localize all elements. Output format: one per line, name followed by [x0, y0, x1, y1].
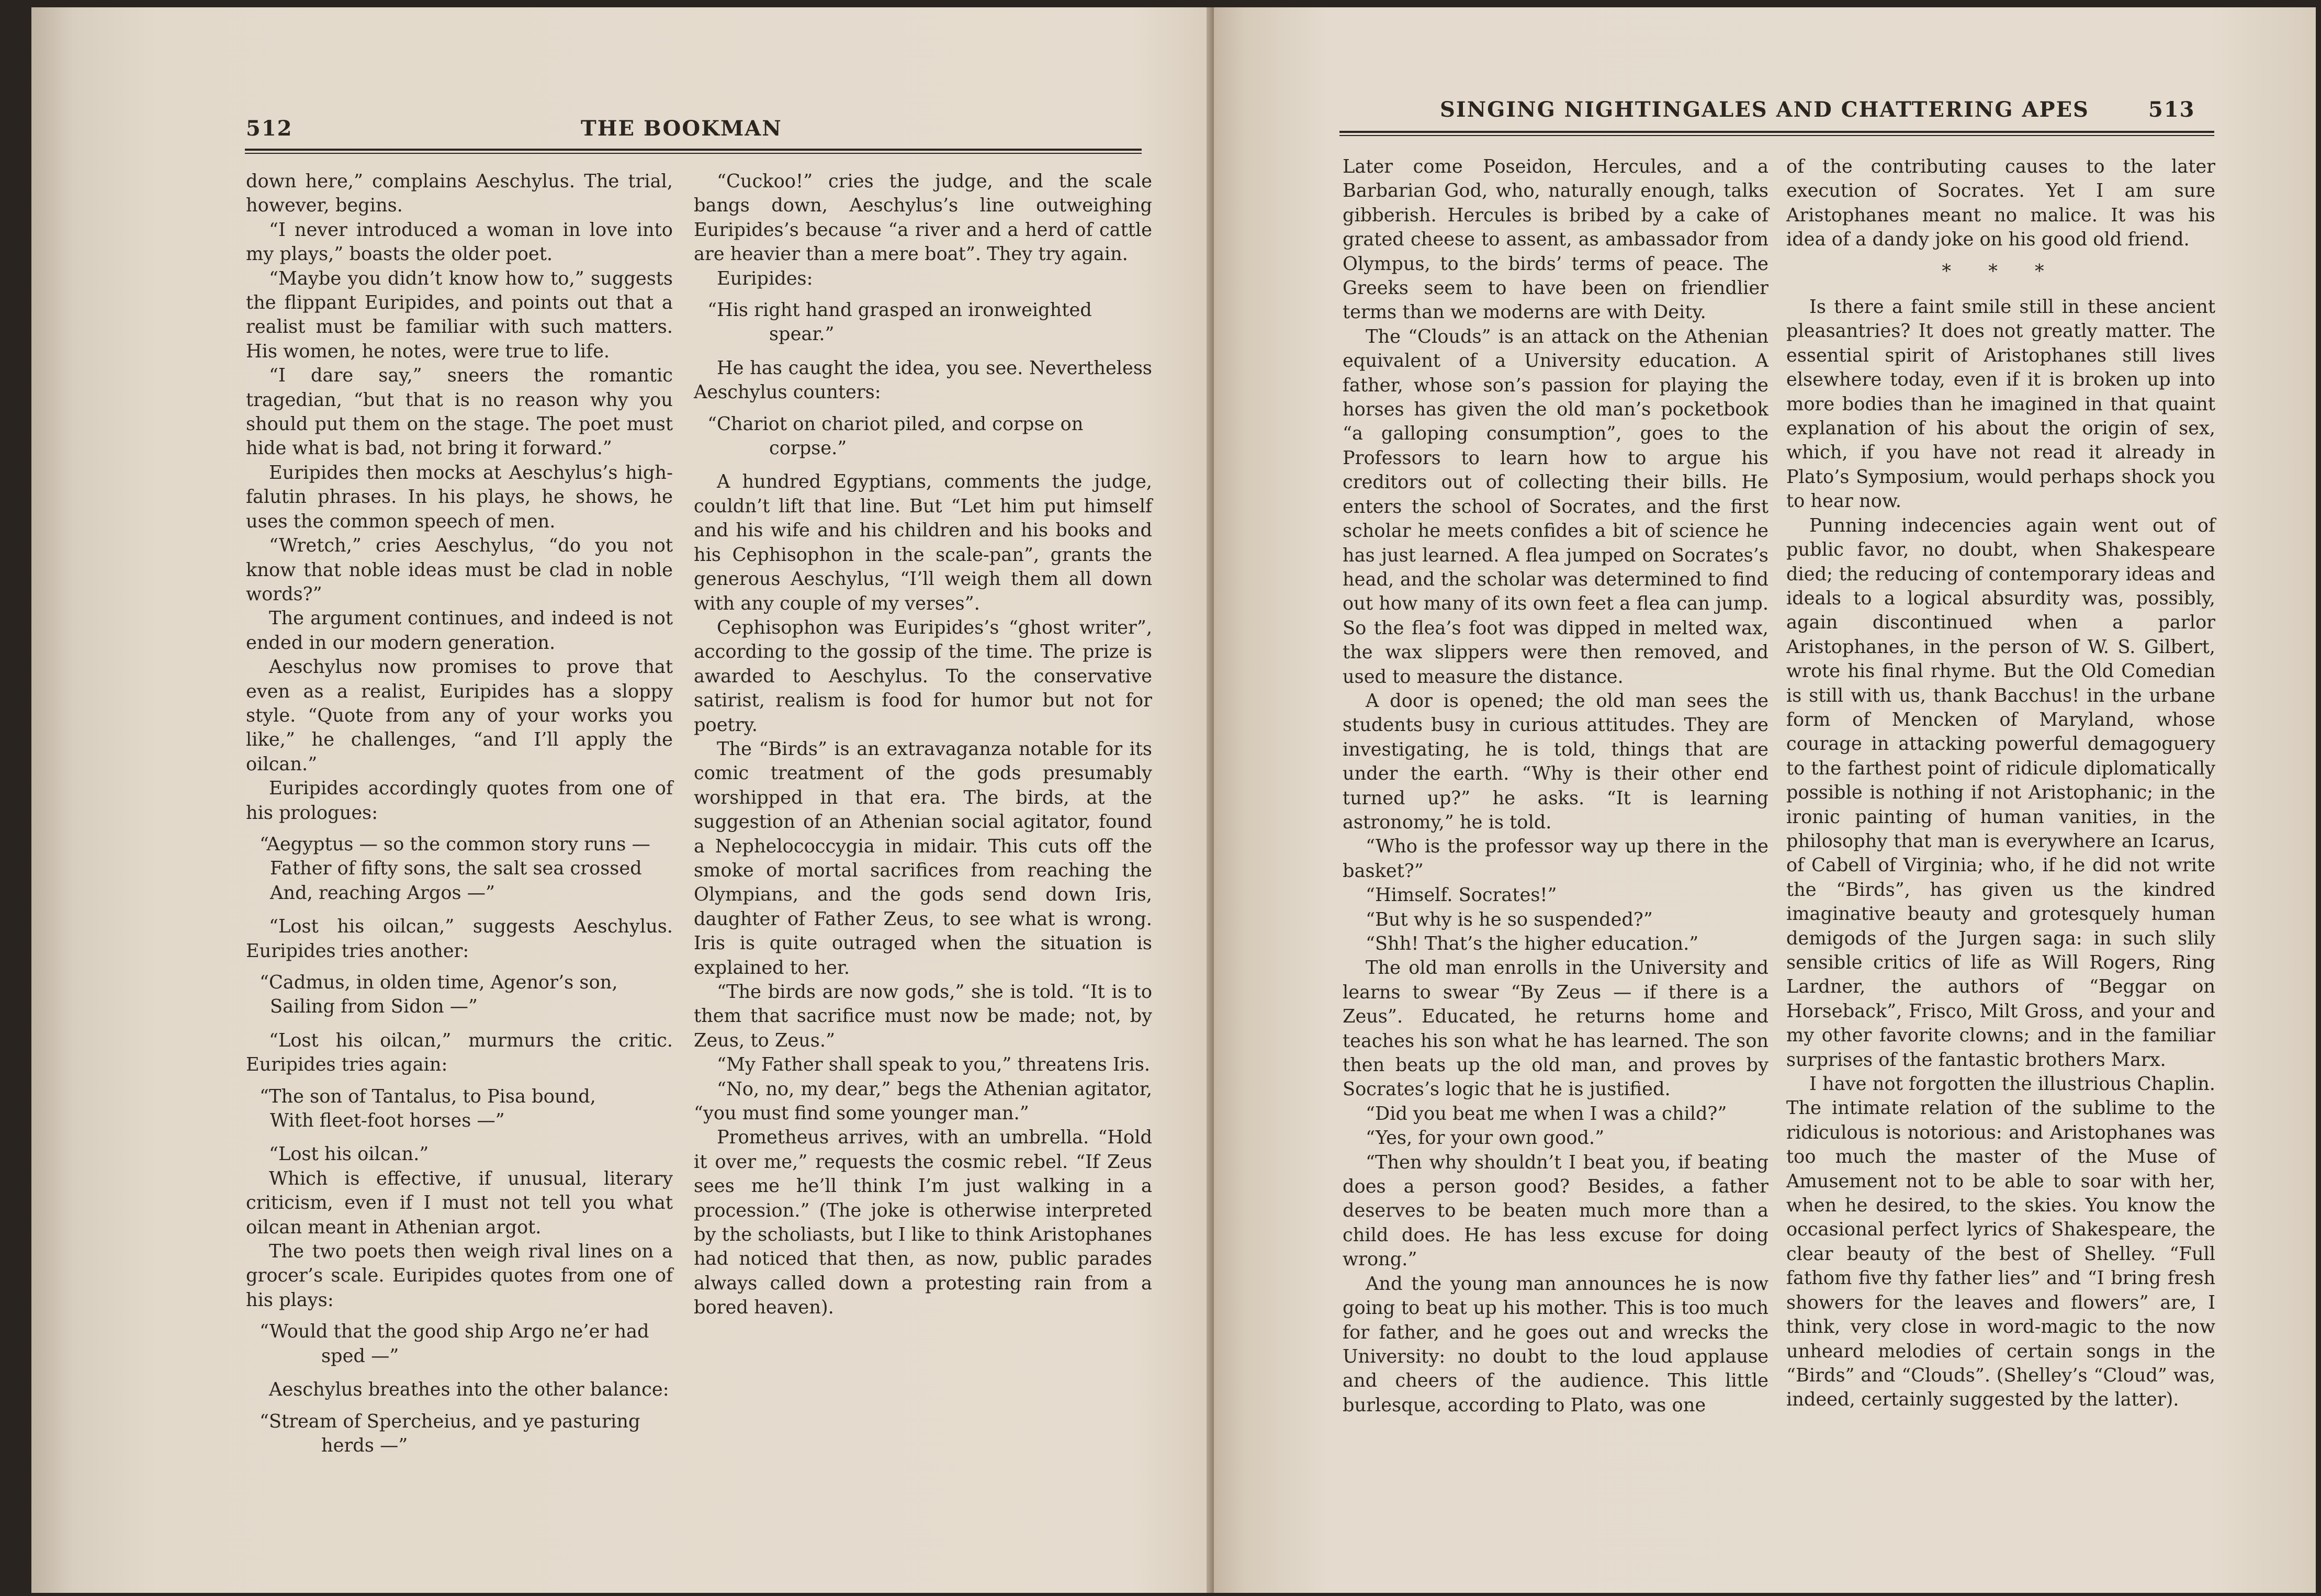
- verse-line: spear.”: [769, 323, 835, 345]
- verse-line: “The son of Tantalus, to Pisa bound,: [260, 1085, 596, 1107]
- header-rule: [245, 149, 1142, 154]
- paragraph: “Lost his oilcan,” suggests Aeschylus. Euripides tries another:: [246, 916, 673, 962]
- verse-quote: [246, 971, 673, 1019]
- verse-quote: [694, 412, 1152, 461]
- paragraph: Cephisophon was Euripides’s “ghost writer”, according to the gossip of the time. The prize is awarded to Aeschylus. To the conservative satirist, realism is food for humor but not for poetry.: [694, 616, 1152, 736]
- verse-line: corpse.”: [769, 437, 847, 459]
- verse-line: herds —”: [321, 1434, 408, 1456]
- header-rule: [1339, 131, 2214, 136]
- paragraph: The two poets then weigh rival lines on a grocer’s scale. Euripides quotes from one of his plays:: [246, 1241, 673, 1311]
- paragraph: A door is opened; the old man sees the students busy in curious attitudes. They are investigating, he is told, things that are under the earth. “Why is their other end turned up?” he asks. “It is learning astronomy,” he is told.: [1343, 690, 1768, 833]
- verse-line: Father of fifty sons, the salt sea crossed: [270, 858, 642, 880]
- paragraph: “Wretch,” cries Aeschylus, “do you not know that noble ideas must be clad in noble words?”: [246, 535, 673, 605]
- paragraph: “I dare say,” sneers the romantic tragedian, “but that is no reason why you should put them on the stage. The poet must hide what is bad, not bring it forward.”: [246, 365, 673, 459]
- left-page: [31, 7, 1214, 1593]
- verse-line: “His right hand grasped an ironweighted: [707, 299, 1092, 321]
- verse-line: “Chariot on chariot piled, and corpse on: [707, 413, 1084, 435]
- paragraph: Later come Poseidon, Hercules, and a Barbarian God, who, naturally enough, talks gibberish. Hercules is bribed by a cake of grated cheese to assent, as ambassador from Olympus, to the birds’ terms of peace. The Greeks seem to have been on friendlier terms than we moderns are with Deity.: [1343, 156, 1768, 323]
- paragraph: “Maybe you didn’t know how to,” suggests the flippant Euripides, and points out that a realist must be familiar with such matters. His women, he notes, were true to life.: [246, 267, 673, 362]
- paragraph: He has caught the idea, you see. Nevertheless Aeschylus counters:: [694, 357, 1152, 403]
- paragraph: “Then why shouldn’t I beat you, if beating does a person good? Besides, a father deserves to be beaten much more than a child does. He has less excuse for doing wrong.”: [1343, 1151, 1768, 1271]
- paragraph: of the contributing causes to the later execution of Socrates. Yet I am sure Aristophanes meant no malice. It was his idea of a dandy joke on his good old friend.: [1786, 156, 2215, 251]
- paragraph: “Did you beat me when I was a child?”: [1366, 1103, 1727, 1125]
- paragraph: Which is effective, if unusual, literary criticism, even if I must not tell you what oilcan meant in Athenian argot.: [246, 1167, 673, 1238]
- paragraph: down here,” complains Aeschylus. The trial, however, begins.: [246, 171, 673, 217]
- verse-quote: [246, 833, 673, 905]
- paragraph: The old man enrolls in the University and learns to swear “By Zeus — if there is a Zeus”. Educated, he returns home and teaches his son what he has learned. The son then beats up the old man, and proves by Socrates’s logic that he is justified.: [1343, 957, 1768, 1100]
- page-number: 513: [2148, 97, 2195, 122]
- paragraph: Is there a faint smile still in these ancient pleasantries? It does not greatly matter. The essential spirit of Aristophanes still lives elsewhere today, even if it is broken up into more bodies than he imagined in that quaint explanation of his about the origin of sex, which, if you have not read it already in Plato’s Symposium, would perhaps shock you to hear now.: [1786, 296, 2215, 512]
- paragraph: “But why is he so suspended?”: [1366, 908, 1653, 930]
- right-page: [1214, 7, 2316, 1593]
- paragraph: “Shh! That’s the higher education.”: [1366, 933, 1699, 954]
- verse-line: And, reaching Argos —”: [270, 882, 495, 904]
- book-spread: [31, 7, 2316, 1593]
- verse-quote: [694, 298, 1152, 347]
- verse-quote: [246, 1085, 673, 1133]
- paragraph: “I never introduced a woman in love into my plays,” boasts the older poet.: [246, 219, 673, 265]
- paragraph: Prometheus arrives, with an umbrella. “Hold it over me,” requests the cosmic rebel. “If Zeus sees me he’ll think I’m just walking in a procession.” (The joke is otherwise interpreted by the scholiasts, but I like to think Aristophanes had noticed that then, as now, public parades always called down a protesting rain from a bored heaven).: [694, 1127, 1152, 1319]
- verse-line: “Cadmus, in olden time, Agenor’s son,: [260, 972, 618, 993]
- paragraph: “Himself. Socrates!”: [1366, 884, 1557, 906]
- page-number: 512: [246, 116, 293, 141]
- paragraph: “No, no, my dear,” begs the Athenian agitator, “you must find some younger man.”: [694, 1078, 1152, 1125]
- verse-line: With fleet-foot horses —”: [270, 1110, 505, 1132]
- right-column-2: [1786, 155, 2215, 1412]
- verse-line: “Stream of Spercheius, and ye pasturing: [260, 1410, 640, 1432]
- paragraph: “Yes, for your own good.”: [1366, 1127, 1605, 1149]
- verse-quote: [246, 1320, 673, 1368]
- verse-line: “Aegyptus — so the common story runs —: [260, 833, 650, 855]
- paragraph: Euripides accordingly quotes from one of his prologues:: [246, 778, 673, 824]
- running-head: SINGING NIGHTINGALES AND CHATTERING APES: [1440, 97, 2089, 122]
- paragraph: Euripides then mocks at Aeschylus’s high-falutin phrases. In his plays, he shows, he uses the common speech of men.: [246, 462, 673, 532]
- paragraph: “Who is the professor way up there in the basket?”: [1343, 836, 1768, 882]
- paragraph: Aeschylus now promises to prove that even as a realist, Euripides has a sloppy style. “Quote from any of your works you like,” he challenges, “and I’ll apply the oilcan.”: [246, 656, 673, 775]
- paragraph: “Cuckoo!” cries the judge, and the scale bangs down, Aeschylus’s line outweighing Euripides’s because “a river and a herd of cattle are heavier than a mere boat”. They try again.: [694, 171, 1152, 265]
- verse-line: sped —”: [321, 1345, 399, 1367]
- paragraph: And the young man announces he is now going to beat up his mother. This is too much for father, and he goes out and wrecks the University: no doubt to the loud applause and cheers of the audience. This little burlesque, according to Plato, was one: [1343, 1273, 1768, 1416]
- running-head: THE BOOKMAN: [581, 116, 782, 141]
- paragraph: A hundred Egyptians, comments the judge, couldn’t lift that line. But “Let him put himself and his wife and his children and his books and his Cephisophon in the scale-pan”, grants the generous Aeschylus, “I’ll weigh them all down with any couple of my verses”.: [694, 471, 1152, 614]
- paragraph: “The birds are now gods,” she is told. “It is to them that sacrifice must now be made; not, by Zeus, to Zeus.”: [694, 981, 1152, 1051]
- paragraph: The “Clouds” is an attack on the Athenian equivalent of a University education. A father, whose son’s passion for playing the horses has given the old man’s pocketbook “a galloping consumption”, goes to the Professors to learn how to argue his creditors out of collecting their bills. He enters the school of Socrates, and the first scholar he meets confides a bit of science he has just learned. A flea jumped on Socrates’s head, and the scholar was determined to find out how many of its own feet a flea can jump. So the flea’s foot was dipped in melted wax, the wax slippers were then removed, and used to measure the distance.: [1343, 325, 1768, 688]
- paragraph: “Lost his oilcan,” murmurs the critic. Euripides tries again:: [246, 1029, 673, 1076]
- left-column-2: [694, 170, 1152, 1320]
- paragraph: I have not forgotten the illustrious Chaplin. The intimate relation of the sublime to the ridiculous is notorious: and Aristophanes was too much the master of the Muse of Amusement not to be able to soar with her, when he desired, to the skies. You know the occasional perfect lyrics of Shakespeare, the clear beauty of the best of Shelley. “Full fathom five thy father lies” and “I bring fresh showers for the leaves and flowers” are, I think, very close in word-magic to the now unheard melodies of certain songs in the “Birds” and “Clouds”. (Shelley’s “Cloud” was, indeed, certainly suggested by the latter).: [1786, 1073, 2215, 1411]
- verse-quote: [246, 1410, 673, 1458]
- paragraph: Aeschylus breathes into the other balance:: [269, 1379, 669, 1401]
- paragraph: The “Birds” is an extravaganza notable for its comic treatment of the gods presumably worshipped in that era. The birds, at the suggestion of an Athenian social agitator, found a Nephelococcygia in midair. This cuts off the smoke of mortal sacrifices from reaching the Olympians, and the gods send down Iris, daughter of Father Zeus, to see what is wrong. Iris is quite outraged when the situation is explained to her.: [694, 738, 1152, 979]
- left-column-1: [246, 170, 673, 1467]
- paragraph: Euripides:: [717, 267, 813, 289]
- section-break: * * *: [1942, 260, 2060, 282]
- paragraph: “Lost his oilcan.”: [269, 1143, 429, 1165]
- paragraph: “My Father shall speak to you,” threatens Iris.: [717, 1054, 1151, 1076]
- paragraph: Punning indecencies again went out of public favor, no doubt, when Shakespeare died; the reducing of contemporary ideas and ideals to a logical absurdity was, possibly, again discontinued when a parlor Aristophanes, in the person of W. S. Gilbert, wrote his final rhyme. But the Old Comedian is still with us, thank Bacchus! in the urbane form of Mencken of Maryland, whose courage in attacking powerful demagoguery to the farthest point of ridicule diplomatically possible is nothing if not Aristophanic; in the ironic painting of human vanities, in the philosophy that man is everywhere an Icarus, of Cabell of Virginia; who, if he did not write the “Birds”, has given us the kindred imaginative beauty and grotesquely human demigods of the Jurgen saga: in such slily sensible critics of life as Will Rogers, Ring Lardner, the authors of “Beggar on Horseback”, Frisco, Milt Gross, and your and my other favorite clowns; and in the familiar surprises of the fantastic brothers Marx.: [1786, 514, 2215, 1071]
- verse-line: Sailing from Sidon —”: [270, 996, 478, 1018]
- verse-line: “Would that the good ship Argo ne’er had: [260, 1321, 649, 1343]
- right-column-1: [1343, 155, 1768, 1418]
- paragraph: The argument continues, and indeed is not ended in our modern generation.: [246, 608, 673, 654]
